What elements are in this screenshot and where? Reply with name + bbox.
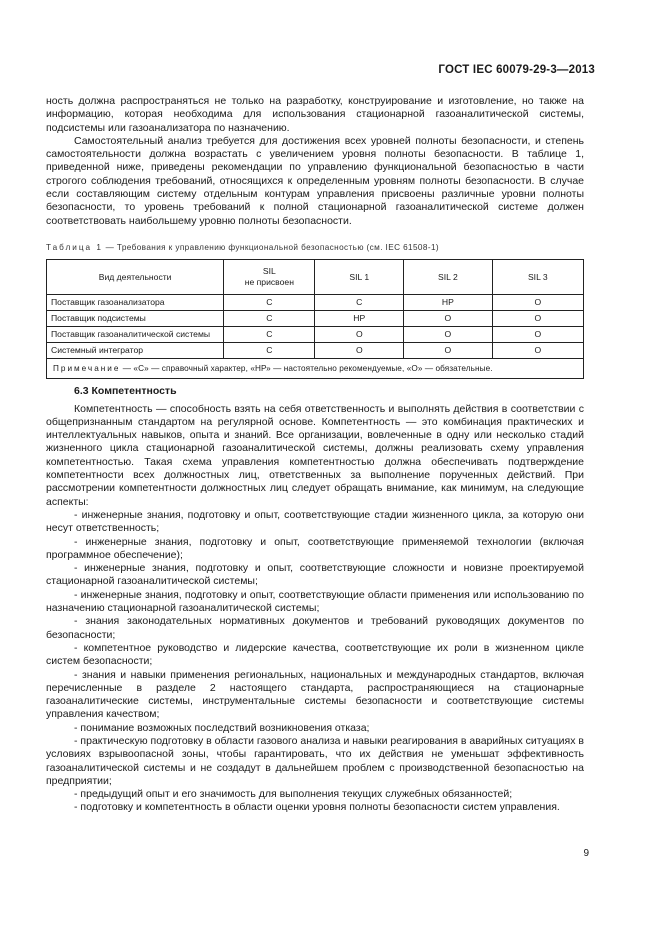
table-caption xyxy=(46,241,584,254)
section-paragraph: Компетентность — способность взять на себя ответственность и выполнять действия в соответствии с общепризнанным стандартом на регулярной основе. Компетентность — это комбинация практических и интеллектуальных навыков, опыта и знаний. Все организации, вовлеченные в одну или несколько стадий жизненного цикла стационарной газоаналитической системы, должны реализовать схему управления компетентностью. Такая схема управления компетентностью должна обеспечивать подтверждение компетентности всех должностных лиц, ответственных за выполнение порученных действий. При рассмотрении компетентности должностных лиц следует обращать внимание, как минимум, на следующие аспекты: xyxy=(46,402,584,508)
table-row xyxy=(47,295,584,311)
header-sil1: SIL 1 xyxy=(315,260,404,295)
cell-value: С xyxy=(224,311,315,327)
list-item: - понимание возможных последствий возникновения отказа; xyxy=(74,721,370,734)
row-activity: Поставщик подсистемы xyxy=(47,311,224,327)
table-row xyxy=(47,327,584,343)
cell-value: О xyxy=(315,327,404,343)
list-item: - инженерные знания, подготовку и опыт, соответствующие сложности и новизне проектируемой стационарной газоаналитической системы; xyxy=(46,562,584,588)
list-item: - инженерные знания, подготовку и опыт, соответствующие стадии жизненного цикла, за которую они несут ответственность; xyxy=(46,508,584,535)
intro-continuation: ность должна распространяться не только на разработку, конструирование и изготовление, но также на информацию, которая необходима для использования стационарной газоаналитической системы, подсистемы или газоанализатора по назначению. xyxy=(46,95,584,134)
cell-value: О xyxy=(404,327,493,343)
cell-value: О xyxy=(404,311,493,327)
table-note-row xyxy=(47,359,584,379)
cell-value: О xyxy=(315,343,404,359)
header-sil3: SIL 3 xyxy=(492,260,583,295)
note-text: — «С» — справочный характер, «НР» — настоятельно рекомендуемые, «О» — обязательные. xyxy=(120,364,493,374)
cell-value: С xyxy=(224,327,315,343)
table-caption-label: Таблица 1 xyxy=(46,242,103,252)
header-activity: Вид деятельности xyxy=(47,260,224,295)
cell-value: О xyxy=(492,343,583,359)
intro-paragraph: Самостоятельный анализ требуется для достижения всех уровней полноты безопасности, и степень самостоятельности должна возрастать с увеличением уровня полноты безопасности. В таблице 1, приведенной ниже, приведены рекомендации по управлению функциональной безопасностью в части строгого соблюдения требований, относящихся к определенным уровням полноты безопасности. В случае если составляющим систему отдельным контурам управления присвоены различные уровни полноты безопасности, то уровень требований к полной стационарной газоаналитической системе должен соответствовать наибольшему уровню полноты безопасности. xyxy=(46,134,584,227)
list-item: - подготовку и компетентность в области оценки уровня полноты безопасности систем управления. xyxy=(74,801,560,814)
cell-value: НР xyxy=(404,295,493,311)
header-sil-unassigned xyxy=(224,260,315,295)
section-title: 6.3 Компетентность xyxy=(74,385,177,398)
list-item: - знания и навыки применения региональных, национальных и международных стандартов, включая перечисленные в разделе 2 настоящего стандарта, распространяющиеся на стационарные газоаналитические системы, инструментальные системы безопасности и соответствующие системы управления качеством; xyxy=(46,668,584,721)
header-sil2: SIL 2 xyxy=(404,260,493,295)
list-item: - компетентное руководство и лидерские качества, соответствующие их роли в жизненном цикле систем безопасности; xyxy=(46,641,584,668)
list-item: - инженерные знания, подготовку и опыт, соответствующие области применения или использованию по назначению стационарной газоаналитической системы; xyxy=(46,588,584,615)
cell-value: С xyxy=(315,295,404,311)
cell-value: О xyxy=(492,295,583,311)
page-content xyxy=(46,95,584,815)
cell-value: О xyxy=(492,327,583,343)
table-caption-text: — Требования к управлению функциональной безопасностью (см. IEC 61508-1) xyxy=(102,242,440,252)
list-item: - инженерные знания, подготовку и опыт, соответствующие применяемой технологии (включая программное обеспечение); xyxy=(46,535,584,561)
note-label: Примечание xyxy=(53,364,121,374)
list-item: - знания законодательных нормативных документов и требований руководящих документов по безопасности; xyxy=(46,615,584,641)
cell-value: О xyxy=(492,311,583,327)
list-item: - предыдущий опыт и его значимость для выполнения текущих служебных обязанностей; xyxy=(74,788,513,801)
cell-value: С xyxy=(224,295,315,311)
cell-value: О xyxy=(404,343,493,359)
row-activity: Системный интегратор xyxy=(47,343,224,359)
header-unassigned: не присвоен xyxy=(244,277,294,288)
table-row xyxy=(47,311,584,327)
table-header-row xyxy=(47,260,584,295)
row-activity: Поставщик газоанализатора xyxy=(47,295,224,311)
table-note xyxy=(47,359,584,379)
row-activity: Поставщик газоаналитической системы xyxy=(47,327,224,343)
requirements-table xyxy=(46,259,584,379)
list-item: - практическую подготовку в области газового анализа и навыки реагирования в аварийных ситуациях в условиях взрывоопасной зоны, чтобы гарантировать, что их действия не уменьшат эффективность газоаналитической системы и не создадут в дальнейшем проблем с производственной безопасностью на предприятии; xyxy=(46,734,584,787)
header-sil: SIL xyxy=(262,266,276,277)
cell-value: С xyxy=(224,343,315,359)
cell-value: НР xyxy=(315,311,404,327)
document-id: ГОСТ IEC 60079-29-3—2013 xyxy=(438,64,595,76)
table-row xyxy=(47,343,584,359)
page-number: 9 xyxy=(583,848,589,859)
